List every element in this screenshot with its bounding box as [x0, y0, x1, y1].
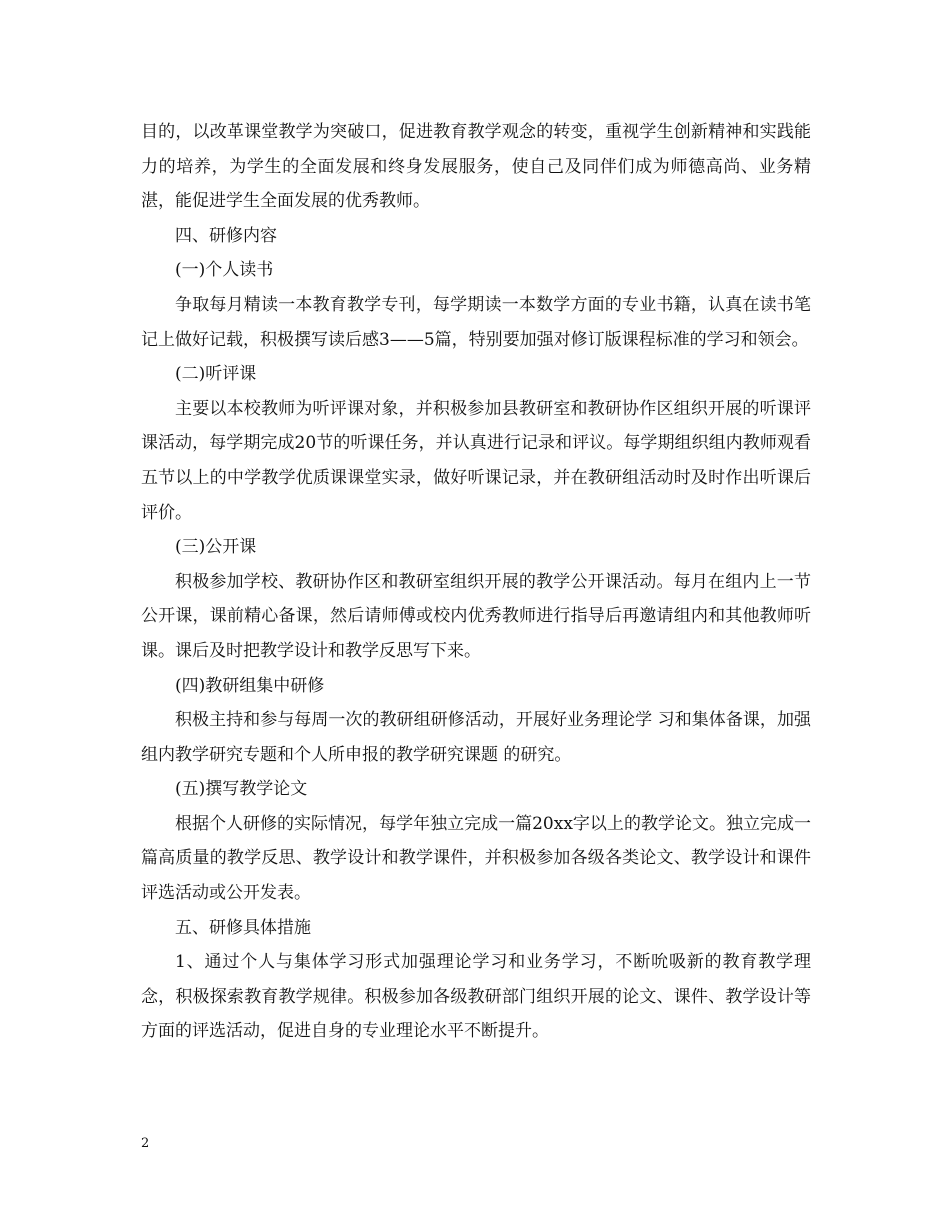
subheading-lesson-observation: (二)听评课: [175, 364, 257, 385]
page-number: 2: [141, 1136, 150, 1151]
paragraph-lesson-observation: 主要以本校教师为听评课对象，并积极参加县教研室和教研协作区组织开展的听课评课活动，每学期完成20节的听课任务，并认真进行记录和评议。每学期组织组内教师观看五节以上的中学教学优质课课堂实录，做好听课记录，并在教研组活动时及时作出听课后评价。: [141, 398, 811, 523]
paragraph-group-study: 积极主持和参与每周一次的教研组研修活动，开展好业务理论学 习和集体备课，加强组内教学研究专题和个人所申报的教学研究课题 的研究。: [141, 710, 811, 765]
subheading-group-study: (四)教研组集中研修: [175, 675, 325, 696]
paragraph-personal-reading: 争取每月精读一本教育教学专刊，每学期读一本数学方面的专业书籍，认真在读书笔记上做好记载，积极撰写读后感3——5篇，特别要加强对修订版课程标准的学习和领会。: [141, 294, 811, 350]
paragraph-measure-1: 1、通过个人与集体学习形式加强理论学习和业务学习，不断吮吸新的教育教学理念，积极探索教育教学规律。积极参加各级教研部门组织开展的论文、课件、教学设计等方面的评选活动，促进自身的专业理论水平不断提升。: [141, 952, 811, 1042]
paragraph-intro-continuation: 目的，以改革课堂教学为突破口，促进教育教学观念的转变，重视学生创新精神和实践能力的培养，为学生的全面发展和终身发展服务，使自己及同伴们成为师德高尚、业务精湛，能促进学生全面发展的优秀教师。: [141, 122, 811, 212]
document-body: [141, 115, 811, 1049]
subheading-personal-reading: (一)个人读书: [175, 260, 274, 281]
heading-specific-measures: 五、研修具体措施: [175, 917, 311, 938]
paragraph-open-class: 积极参加学校、教研协作区和教研室组织开展的教学公开课活动。每月在组内上一节公开课，课前精心备课，然后请师傅或校内优秀教师进行指导后再邀请组内和其他教师听课。课后及时把教学设计和教学反思写下来。: [141, 571, 811, 661]
subheading-open-class: (三)公开课: [175, 537, 257, 558]
paragraph-paper-writing: 根据个人研修的实际情况，每学年独立完成一篇20xx字以上的教学论文。独立完成一篇高质量的教学反思、教学设计和教学课件，并积极参加各级各类论文、教学设计和课件评选活动或公开发表。: [141, 813, 811, 904]
heading-research-content: 四、研修内容: [175, 225, 277, 246]
subheading-paper-writing: (五)撰写教学论文: [175, 779, 308, 800]
